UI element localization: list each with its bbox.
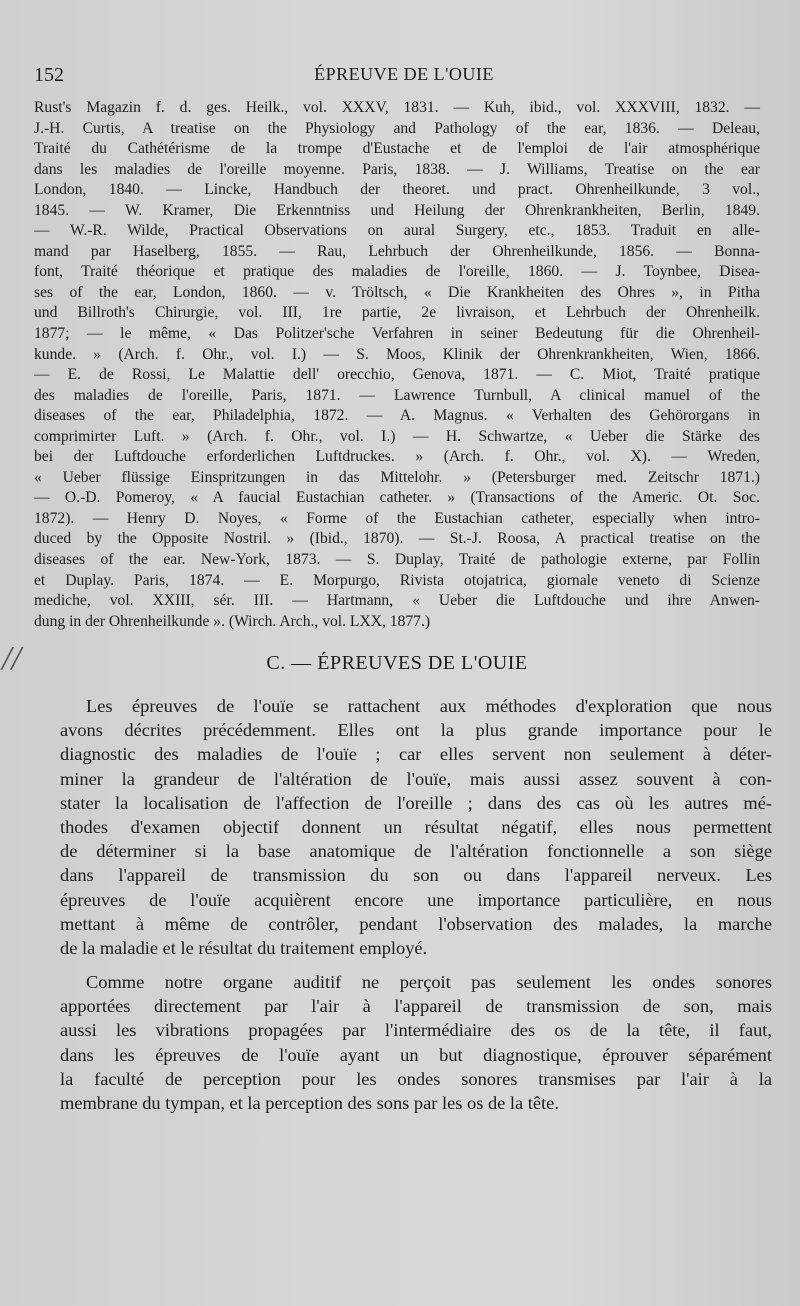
paragraph-line: apportées directement par l'air à l'appareil de transmission de son, mais: [60, 996, 772, 1017]
bibliography-line: kunde. » (Arch. f. Ohr., vol. I.) — S. Moos, Klinik der Ohrenkrankheiten, Wien, 1866.: [34, 345, 760, 363]
paragraph-line: de la maladie et le résultat du traitement employé.: [60, 937, 428, 958]
paragraph-2: [60, 970, 772, 1115]
bibliography-line: ses of the ear, London, 1860. — v. Tröltsch, « Die Krankheiten des Ohres », in Pitha: [34, 283, 760, 301]
bibliography-line: 1845. — W. Kramer, Die Erkenntniss und Heilung der Ohrenkrankheiten, Berlin, 1849.: [34, 201, 760, 219]
paragraph-line: Comme notre organe auditif ne perçoit pas seulement les ondes sonores: [86, 972, 772, 993]
paragraph-line: épreuves de l'ouïe acquièrent encore une importance particulière, en nous: [60, 889, 772, 910]
margin-pencil-mark: //: [2, 640, 21, 677]
bibliography-block: [34, 98, 760, 632]
paragraph-line: avons décrites précédemment. Elles ont la plus grande importance pour le: [60, 720, 772, 741]
paragraph-line: stater la localisation de l'affection de l'oreille ; dans des cas où les autres mé-: [60, 792, 772, 813]
bibliography-line: J.-H. Curtis, A treatise on the Physiology and Pathology of the ear, 1836. — Deleau,: [34, 119, 760, 137]
section-heading: C. — ÉPREUVES DE L'OUIE: [266, 652, 528, 674]
bibliography-line: comprimirter Luft. » (Arch. f. Ohr., vol. I.) — H. Schwartze, « Ueber die Stärke des: [34, 427, 760, 445]
bibliography-line: diseases of the ear. New-York, 1873. — S. Duplay, Traité de pathologie externe, par Follin: [34, 551, 760, 569]
paragraph-1: [60, 694, 772, 960]
bibliography-line: bei der Luftdouche erforderlichen Luftdruckes. » (Arch. f. Ohr., vol. X). — Wreden,: [34, 448, 760, 466]
paragraph-line: diagnostic des maladies de l'ouïe ; car elles servent non seulement à déter-: [60, 744, 772, 765]
bibliography-line: duced by the Opposite Nostril. » (Ibid., 1870). — St.-J. Roosa, A practical treatise on the: [34, 530, 760, 548]
paragraph-line: la faculté de perception pour les ondes sonores transmises par l'air à la: [60, 1068, 772, 1089]
bibliography-line: et Duplay. Paris, 1874. — E. Morpurgo, Rivista otojatrica, giornale veneto di Scienze: [34, 571, 760, 589]
bibliography-line: « Ueber flüssige Einspritzungen in das Mittelohr. » (Petersburger med. Zeitschr 1871.): [34, 468, 760, 486]
paragraph-line: Les épreuves de l'ouïe se rattachent aux méthodes d'exploration que nous: [86, 696, 772, 716]
bibliography-line: und Billroth's Chirurgie, vol. III, 1re partie, 2e livraison, et Lehrbuch der Ohrenheilk.: [34, 304, 760, 322]
paragraph-line: dans les épreuves de l'ouïe ayant un but diagnostique, éprouver séparément: [60, 1044, 772, 1065]
bibliography-line: diseases of the ear, Philadelphia, 1872. — A. Magnus. « Verhalten des Gehörorgans in: [34, 407, 760, 425]
bibliography-line: Rust's Magazin f. d. ges. Heilk., vol. XXXV, 1831. — Kuh, ibid., vol. XXXVIII, 1832. —: [34, 99, 760, 116]
paragraph-line: aussi les vibrations propagées par l'intermédiaire des os de la tête, il faut,: [60, 1020, 772, 1041]
paragraph-line: mettant à même de contrôler, pendant l'observation des malades, la marche: [60, 913, 772, 934]
bibliography-line: mediche, vol. XXIII, sér. III. — Hartmann, « Ueber die Luftdouche und ihre Anwen-: [34, 592, 760, 610]
bibliography-line: — E. de Rossi, Le Malattie dell' orecchio, Genova, 1871. — C. Miot, Traité pratique: [34, 366, 760, 384]
bibliography-line: des maladies de l'oreille, Paris, 1871. — Lawrence Turnbull, A clinical manuel of the: [34, 386, 760, 404]
paragraph-line: membrane du tympan, et la perception des sons par les os de la tête.: [60, 1093, 559, 1113]
bibliography-line: 1872). — Henry D. Noyes, « Forme of the Eustachian catheter, especially when intro-: [34, 509, 760, 527]
bibliography-line: — O.-D. Pomeroy, « A faucial Eustachian catheter. » (Transactions of the Americ. Ot. Soc.: [34, 489, 760, 507]
bibliography-line: London, 1840. — Lincke, Handbuch der theoret. und pract. Ohrenheilkunde, 3 vol.,: [34, 181, 760, 199]
paragraph-line: dans l'appareil de transmission du son ou dans l'appareil nerveux. Les: [60, 865, 772, 886]
bibliography-line: dung in der Ohrenheilkunde ». (Wirch. Arch., vol. LXX, 1877.): [34, 612, 431, 630]
page-number: 152: [34, 64, 64, 86]
bibliography-line: mand par Haselberg, 1855. — Rau, Lehrbuch der Ohrenheilkunde, 1856. — Bonna-: [34, 242, 760, 260]
bibliography-line: 1877; — le même, « Das Politzer'sche Verfahren in seiner Bedeutung für die Ohrenheil-: [34, 325, 760, 343]
running-title: ÉPREUVE DE L'OUIE: [314, 64, 494, 84]
paragraph-line: miner la grandeur de l'altération de l'ouïe, mais aussi assez souvent à con-: [60, 768, 772, 789]
body-text: [60, 694, 772, 1115]
bibliography-line: dans les maladies de l'oreille moyenne. Paris, 1838. — J. Williams, Treatise on the ear: [34, 160, 760, 178]
page-header: [34, 64, 774, 90]
paragraph-line: thodes d'examen objectif donnent un résultat négatif, elles nous permettent: [60, 816, 772, 837]
bibliography-line: — W.-R. Wilde, Practical Observations on aural Surgery, etc., 1853. Traduit en alle-: [34, 222, 760, 240]
bibliography-line: Traité du Cathétérisme de la trompe d'Eustache et de l'emploi de l'air atmosphérique: [34, 140, 760, 158]
paragraph-line: de déterminer si la base anatomique de l'altération fonctionnelle a son siège: [60, 841, 772, 862]
bibliography-line: font, Traité théorique et pratique des maladies de l'oreille, 1860. — J. Toynbee, Disea-: [34, 263, 760, 281]
